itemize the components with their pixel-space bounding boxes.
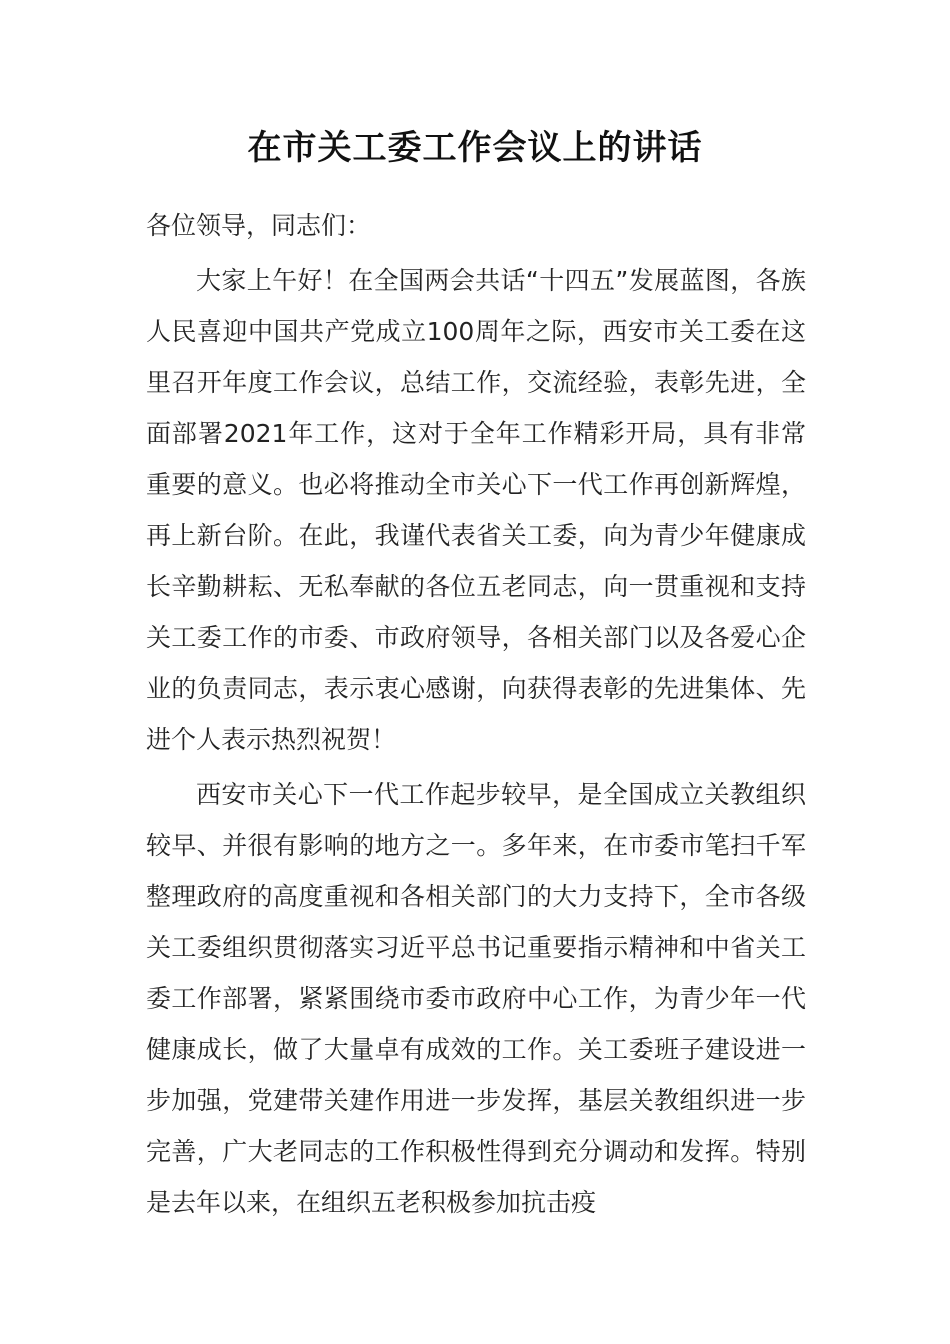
document-title: 在市关工委工作会议上的讲话 [247, 128, 703, 168]
paragraph-1: 大家上午好！在全国两会共话“十四五”发展蓝图，各族人民喜迎中国共产党成立100周年之际，西安市关工委在这里召开年度工作会议，总结工作，交流经验，表彰先进，全面部署2021年工作，这对于全年工作精彩开局，具有非常重要的意义。也必将推动全市关心下一代工作再创新辉煌，再上新台阶。在此，我谨代表省关工委，向为青少年健康成长辛勤耕耘、无私奉献的各位五老同志，向一贯重视和支持关工委工作的市委、市政府领导，各相关部门以及各爱心企业的负责同志，表示衷心感谢，向获得表彰的先进集体、先进个人表示热烈祝贺！ [146, 266, 806, 754]
salutation: 各位领导，同志们： [146, 211, 372, 240]
document-body [146, 200, 806, 1232]
paragraph-2: 西安市关心下一代工作起步较早，是全国成立关教组织较早、并很有影响的地方之一。多年来，在市委市笔扫千军整理政府的高度重视和各相关部门的大力支持下，全市各级关工委组织贯彻落实习近平总书记重要指示精神和中省关工委工作部署，紧紧围绕市委市政府中心工作，为青少年一代健康成长，做了大量卓有成效的工作。关工委班子建设进一步加强，党建带关建作用进一步发挥，基层关教组织进一步完善，广大老同志的工作积极性得到充分调动和发挥。特别是去年以来，在组织五老积极参加抗击疫 [146, 780, 806, 1217]
